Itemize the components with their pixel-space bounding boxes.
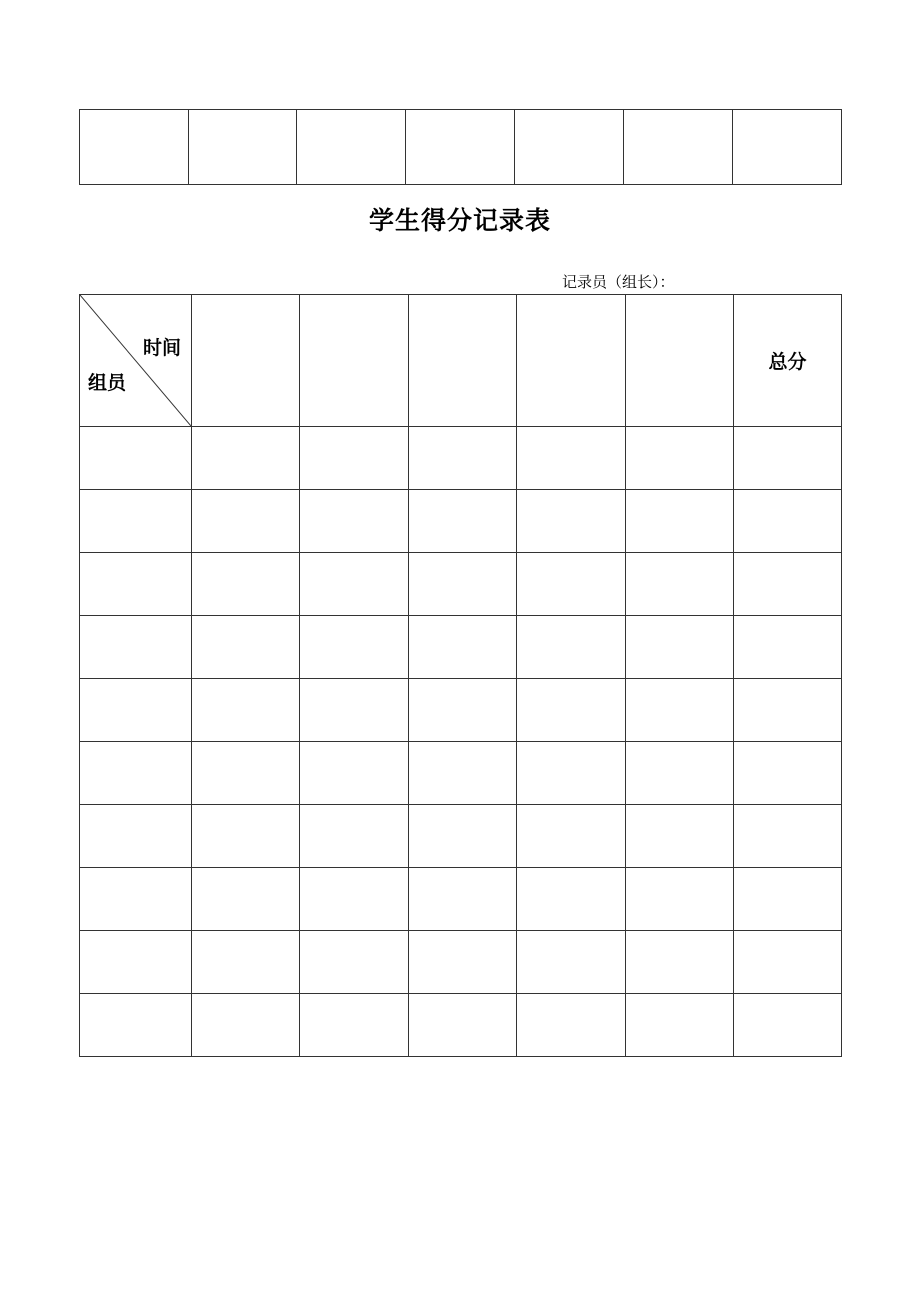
score-cell[interactable] [409, 868, 517, 931]
score-cell[interactable] [409, 427, 517, 490]
member-name-cell[interactable] [80, 490, 192, 553]
score-cell[interactable] [517, 931, 626, 994]
time-column-header[interactable] [626, 295, 734, 427]
score-cell[interactable] [409, 931, 517, 994]
score-cell[interactable] [517, 553, 626, 616]
table-row [80, 742, 842, 805]
score-cell[interactable] [626, 931, 734, 994]
member-name-cell[interactable] [80, 805, 192, 868]
score-cell[interactable] [192, 742, 300, 805]
total-score-cell[interactable] [734, 742, 842, 805]
total-score-cell[interactable] [734, 490, 842, 553]
total-score-cell[interactable] [734, 427, 842, 490]
score-cell[interactable] [192, 868, 300, 931]
score-cell[interactable] [517, 994, 626, 1057]
score-cell[interactable] [626, 742, 734, 805]
score-record-table [79, 294, 842, 1057]
score-cell[interactable] [517, 742, 626, 805]
score-cell[interactable] [300, 805, 409, 868]
recorder-label: 记录员（组长）： [562, 273, 675, 291]
score-cell[interactable] [409, 553, 517, 616]
score-cell[interactable] [192, 490, 300, 553]
score-cell[interactable] [409, 994, 517, 1057]
member-name-cell[interactable] [80, 679, 192, 742]
member-name-cell[interactable] [80, 931, 192, 994]
total-score-header: 总分 [734, 295, 842, 427]
total-score-cell[interactable] [734, 553, 842, 616]
table-row [80, 553, 842, 616]
score-cell[interactable] [300, 427, 409, 490]
previous-table-fragment [79, 109, 842, 185]
header-row [80, 295, 842, 427]
score-cell[interactable] [626, 427, 734, 490]
member-name-cell[interactable] [80, 427, 192, 490]
score-cell[interactable] [626, 616, 734, 679]
score-cell[interactable] [626, 679, 734, 742]
table-cell [406, 110, 515, 185]
table-row [80, 868, 842, 931]
score-cell[interactable] [517, 679, 626, 742]
table-cell [624, 110, 733, 185]
score-cell[interactable] [192, 805, 300, 868]
score-cell[interactable] [300, 994, 409, 1057]
score-cell[interactable] [300, 868, 409, 931]
score-cell[interactable] [626, 490, 734, 553]
table-cell [297, 110, 406, 185]
page-title: 学生得分记录表 [368, 206, 551, 235]
table-row [80, 616, 842, 679]
table-cell [515, 110, 624, 185]
member-name-cell[interactable] [80, 742, 192, 805]
score-cell[interactable] [626, 868, 734, 931]
score-cell[interactable] [409, 742, 517, 805]
score-cell[interactable] [517, 427, 626, 490]
score-cell[interactable] [626, 805, 734, 868]
diagonal-divider [80, 295, 191, 426]
score-cell[interactable] [300, 931, 409, 994]
table-row [80, 490, 842, 553]
score-cell[interactable] [409, 490, 517, 553]
time-column-header[interactable] [517, 295, 626, 427]
score-cell[interactable] [192, 553, 300, 616]
score-cell[interactable] [192, 931, 300, 994]
score-cell[interactable] [300, 490, 409, 553]
member-name-cell[interactable] [80, 616, 192, 679]
member-name-cell[interactable] [80, 553, 192, 616]
score-cell[interactable] [192, 994, 300, 1057]
member-header-label: 组员 [88, 372, 127, 394]
score-cell[interactable] [300, 679, 409, 742]
score-cell[interactable] [626, 553, 734, 616]
score-cell[interactable] [192, 679, 300, 742]
score-cell[interactable] [626, 994, 734, 1057]
score-cell[interactable] [517, 805, 626, 868]
score-cell[interactable] [517, 616, 626, 679]
score-cell[interactable] [409, 616, 517, 679]
table-row [80, 931, 842, 994]
total-score-cell[interactable] [734, 616, 842, 679]
table-row [80, 805, 842, 868]
score-cell[interactable] [192, 427, 300, 490]
score-cell[interactable] [409, 679, 517, 742]
table-row [80, 427, 842, 490]
score-cell[interactable] [517, 868, 626, 931]
score-cell[interactable] [300, 616, 409, 679]
table-row [80, 110, 842, 185]
score-table-body [80, 427, 842, 1057]
total-score-cell[interactable] [734, 994, 842, 1057]
score-cell[interactable] [409, 805, 517, 868]
corner-header-cell [80, 295, 192, 427]
member-name-cell[interactable] [80, 868, 192, 931]
time-column-header[interactable] [409, 295, 517, 427]
total-score-cell[interactable] [734, 931, 842, 994]
table-cell [189, 110, 297, 185]
table-cell [80, 110, 189, 185]
time-header-label: 时间 [142, 337, 181, 359]
score-cell[interactable] [517, 490, 626, 553]
member-name-cell[interactable] [80, 994, 192, 1057]
table-cell [733, 110, 842, 185]
total-score-cell[interactable] [734, 805, 842, 868]
score-cell[interactable] [192, 616, 300, 679]
table-row [80, 679, 842, 742]
score-cell[interactable] [300, 742, 409, 805]
total-score-cell[interactable] [734, 679, 842, 742]
score-cell[interactable] [300, 553, 409, 616]
table-row [80, 994, 842, 1057]
total-score-cell[interactable] [734, 868, 842, 931]
time-column-header[interactable] [192, 295, 300, 427]
time-column-header[interactable] [300, 295, 409, 427]
